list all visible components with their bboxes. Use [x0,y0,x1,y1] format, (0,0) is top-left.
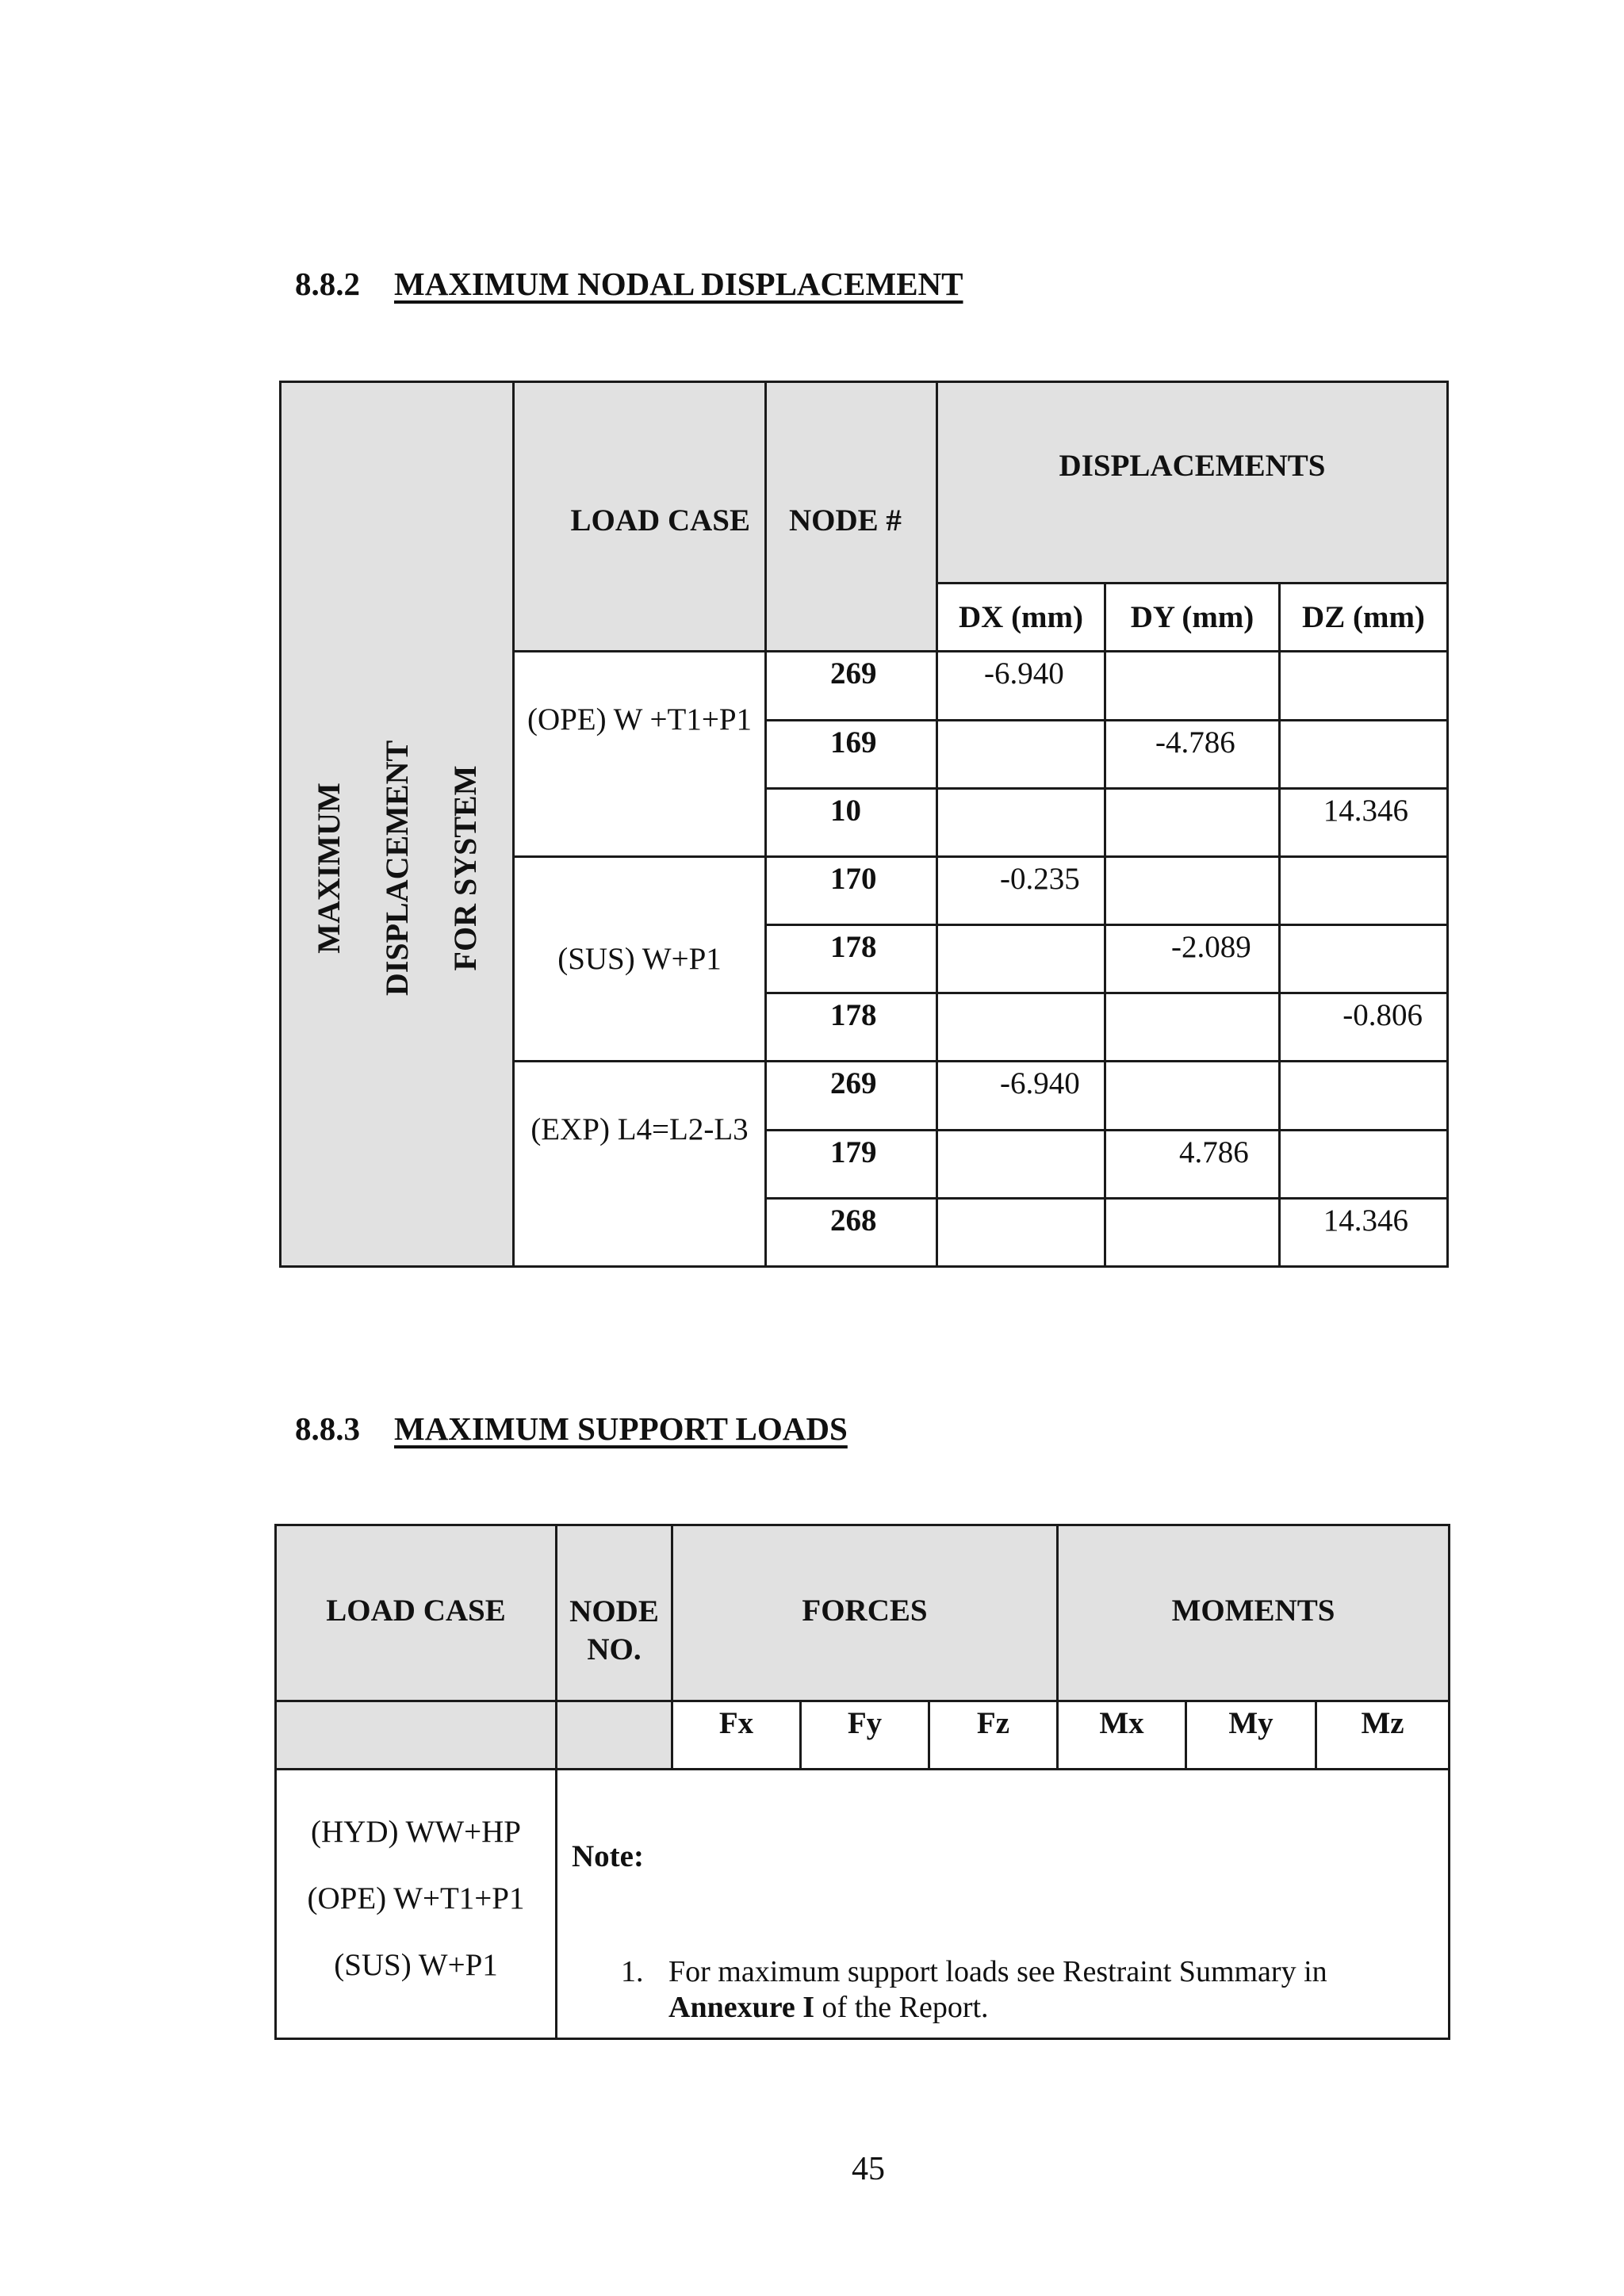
node-cell: 169 [766,720,937,788]
dz-cell [1280,1062,1448,1131]
load-case-exp: (EXP) L4=L2-L3 [514,1062,766,1267]
header-mz: Mz [1316,1701,1450,1770]
dx-cell [937,925,1105,993]
dx-cell [937,993,1105,1062]
section-number: 8.8.2 [295,266,360,302]
displacement-table [279,381,1449,1268]
node-cell: 10 [766,788,937,856]
annexure-reference: Annexure I [668,1991,815,2024]
header-my: My [1186,1701,1316,1770]
load-case-item: (HYD) WW+HP [311,1815,521,1849]
note-label: Note: [572,1839,644,1873]
dx-cell: -6.940 [937,652,1105,721]
load-case-item: (SUS) W+P1 [334,1948,498,1982]
dy-cell [1105,993,1280,1062]
dy-cell: 4.786 [1105,1131,1280,1199]
header-fy: Fy [801,1701,929,1770]
section-title: MAXIMUM SUPPORT LOADS [394,1410,848,1447]
page-number: 45 [852,2151,885,2187]
node-cell: 178 [766,993,937,1062]
load-case-sus: (SUS) W+P1 [514,856,766,1062]
support-loads-table [274,1524,1450,2040]
dx-cell [937,720,1105,788]
header-mx: Mx [1058,1701,1186,1770]
dx-cell: -0.235 [937,856,1105,925]
header-dx: DX (mm) [937,584,1105,652]
node-cell: 178 [766,925,937,993]
node-cell: 268 [766,1199,937,1267]
header-displacements: DISPLACEMENTS [937,382,1448,584]
node-cell: 269 [766,1062,937,1131]
header-load-case: LOAD CASE [276,1525,557,1701]
side-label-cell [281,382,514,1267]
header-load-case: LOAD CASE [514,382,766,652]
header-dz: DZ (mm) [1280,584,1448,652]
header-dy: DY (mm) [1105,584,1280,652]
section-heading-8-8-2 [295,265,963,303]
subheader-blank [276,1701,557,1770]
dy-cell [1105,1062,1280,1131]
section-title: MAXIMUM NODAL DISPLACEMENT [394,266,963,302]
subheader-blank [557,1701,672,1770]
dx-cell [937,1199,1105,1267]
load-case-list [276,1770,557,2039]
dz-cell [1280,1131,1448,1199]
header-node-no: NODE NO. [557,1525,672,1701]
node-cell: 179 [766,1131,937,1199]
dz-cell [1280,652,1448,721]
note-item-number: 1. [621,1955,644,1988]
header-fx: Fx [672,1701,801,1770]
load-case-item: (OPE) W+T1+P1 [307,1881,525,1915]
side-label: MAXIMUM DISPLACEMENT FOR SYSTEM [310,740,483,997]
node-cell: 170 [766,856,937,925]
section-number: 8.8.3 [295,1410,360,1447]
dx-cell: -6.940 [937,1062,1105,1131]
dy-cell [1105,652,1280,721]
dz-cell [1280,856,1448,925]
dz-cell: -0.806 [1280,993,1448,1062]
load-case-ope: (OPE) W +T1+P1 [514,652,766,857]
header-node: NODE # [766,382,937,652]
dz-cell: 14.346 [1280,1199,1448,1267]
section-heading-8-8-3 [295,1410,848,1448]
dx-cell [937,788,1105,856]
header-moments: MOMENTS [1058,1525,1450,1701]
node-cell: 269 [766,652,937,721]
dx-cell [937,1131,1105,1199]
dy-cell [1105,856,1280,925]
dz-cell [1280,720,1448,788]
header-fz: Fz [929,1701,1058,1770]
dy-cell [1105,788,1280,856]
dy-cell [1105,1199,1280,1267]
dz-cell [1280,925,1448,993]
header-forces: FORCES [672,1525,1058,1701]
dz-cell: 14.346 [1280,788,1448,856]
dy-cell: -2.089 [1105,925,1280,993]
note-cell [557,1770,1450,2039]
note-item-text: For maximum support loads see Restraint Summary in Annexure I of the Report. [668,1955,1327,2024]
dy-cell: -4.786 [1105,720,1280,788]
